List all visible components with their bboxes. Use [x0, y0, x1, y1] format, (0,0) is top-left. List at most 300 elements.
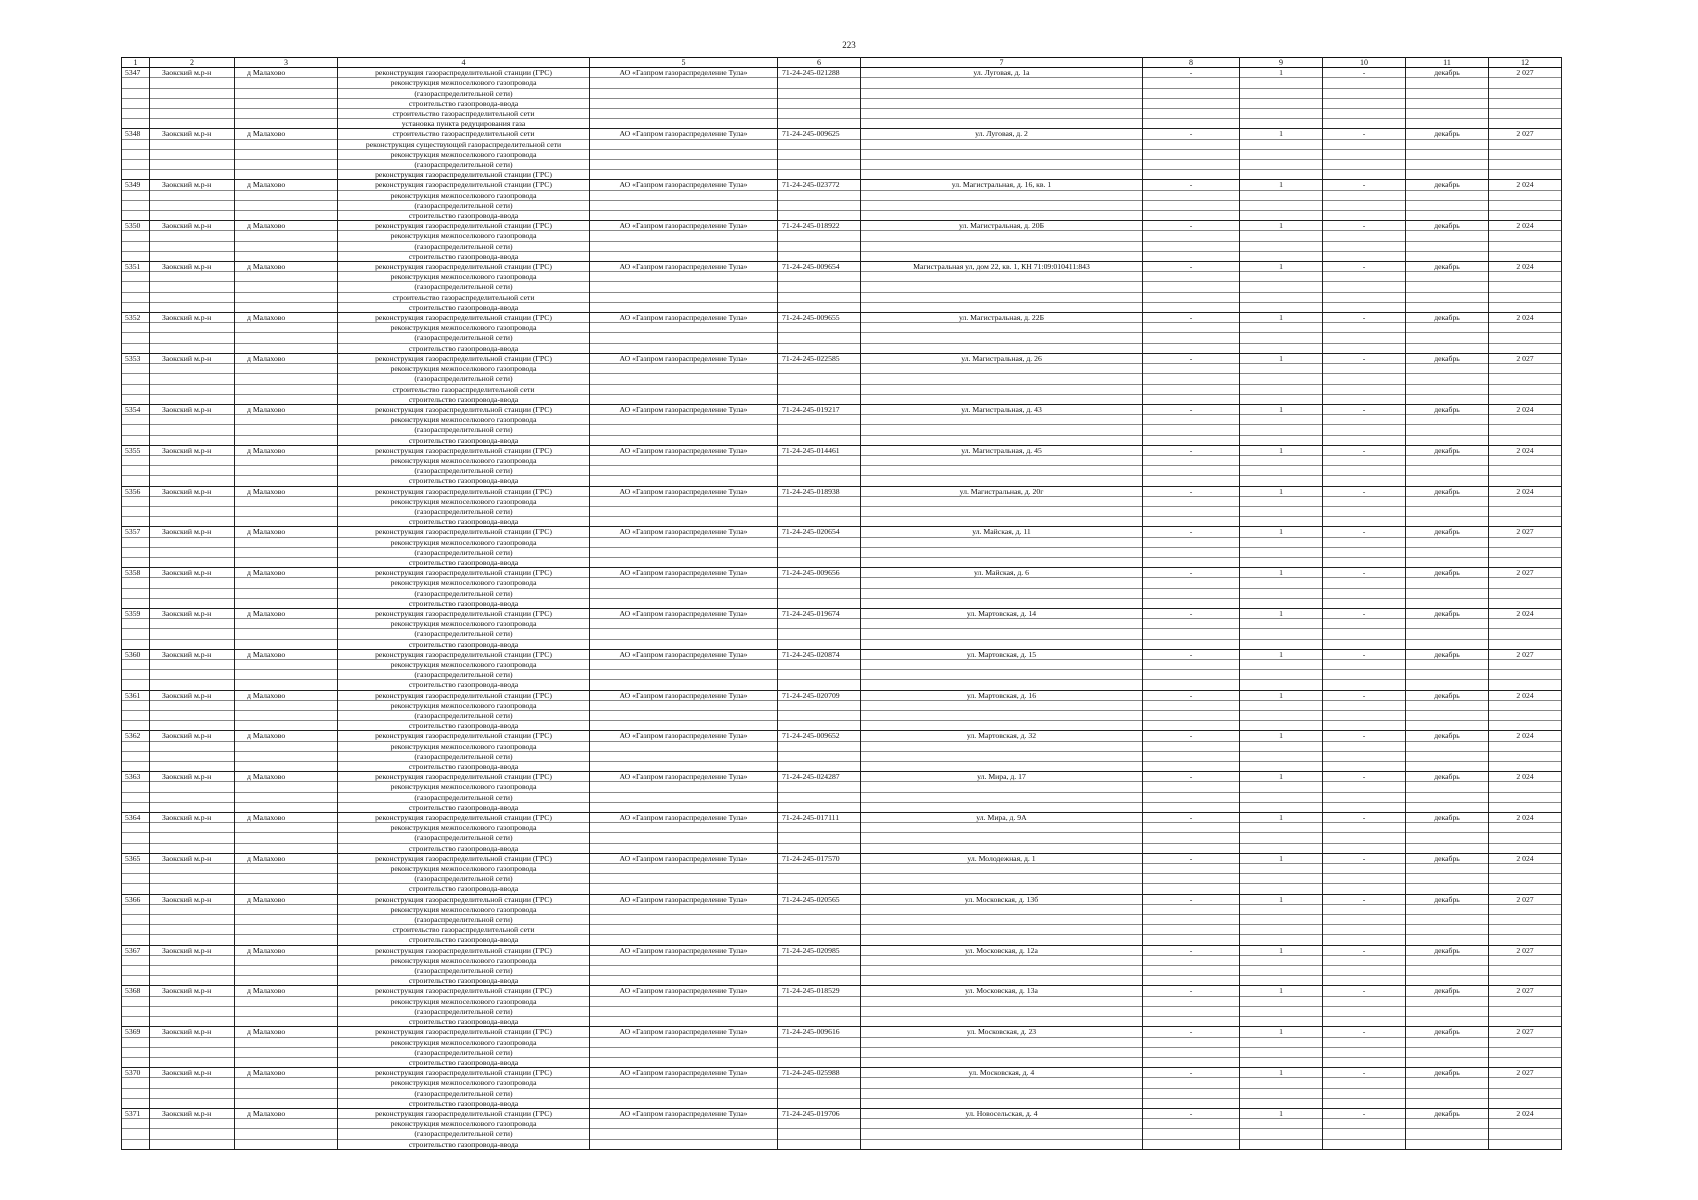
empty-cell: [1240, 251, 1323, 261]
empty-cell: [1323, 78, 1406, 88]
table-row-continuation: [122, 1047, 1562, 1057]
work-type: строительство газораспределительной сети: [338, 925, 590, 935]
completion-month: декабрь: [1406, 262, 1489, 272]
empty-cell: [590, 282, 778, 292]
empty-cell: [150, 639, 235, 649]
empty-cell: [1240, 1139, 1323, 1149]
empty-cell: [122, 1139, 150, 1149]
table-row-continuation: [122, 741, 1562, 751]
empty-cell: [150, 302, 235, 312]
empty-cell: [1323, 598, 1406, 608]
settlement-name: д Малахово: [235, 180, 338, 190]
empty-cell: [1323, 721, 1406, 731]
object-code: 71-24-245-018529: [778, 986, 861, 996]
empty-cell: [590, 517, 778, 527]
empty-cell: [1489, 88, 1562, 98]
object-code: 71-24-245-014461: [778, 445, 861, 455]
empty-cell: [1143, 700, 1240, 710]
table-row-continuation: [122, 578, 1562, 588]
district-name: Заокский м.р-н: [150, 221, 235, 231]
work-type: реконструкция газораспределительной станции (ГРС): [338, 813, 590, 823]
empty-cell: [122, 466, 150, 476]
empty-cell: [150, 1119, 235, 1129]
empty-cell: [1323, 864, 1406, 874]
district-name: Заокский м.р-н: [150, 853, 235, 863]
empty-cell: [1489, 149, 1562, 159]
empty-cell: [778, 537, 861, 547]
work-type: реконструкция межпоселкового газопровода: [338, 955, 590, 965]
empty-cell: [778, 966, 861, 976]
empty-cell: [122, 272, 150, 282]
empty-cell: [1143, 966, 1240, 976]
empty-cell: [122, 1129, 150, 1139]
empty-cell: [150, 78, 235, 88]
empty-cell: [1323, 1129, 1406, 1139]
work-type: реконструкция газораспределительной станции (ГРС): [338, 731, 590, 741]
empty-cell: [1323, 762, 1406, 772]
empty-cell: [150, 955, 235, 965]
empty-cell: [122, 139, 150, 149]
completion-month: декабрь: [1406, 404, 1489, 414]
work-type: (газораспределительной сети): [338, 1047, 590, 1057]
empty-cell: [235, 384, 338, 394]
empty-cell: [1406, 200, 1489, 210]
object-address: ул. Московская, д. 13а: [861, 986, 1143, 996]
object-code: 71-24-245-020874: [778, 649, 861, 659]
cell-col9: 1: [1240, 1068, 1323, 1078]
empty-cell: [235, 1017, 338, 1027]
completion-month: декабрь: [1406, 568, 1489, 578]
empty-cell: [1406, 537, 1489, 547]
table-row-continuation: [122, 517, 1562, 527]
object-code: 71-24-245-019706: [778, 1108, 861, 1118]
work-type: (газораспределительной сети): [338, 160, 590, 170]
table-row: [122, 129, 1562, 139]
empty-cell: [590, 884, 778, 894]
empty-cell: [1143, 323, 1240, 333]
empty-cell: [590, 1098, 778, 1108]
empty-cell: [590, 537, 778, 547]
empty-cell: [1143, 619, 1240, 629]
empty-cell: [1406, 170, 1489, 180]
empty-cell: [861, 578, 1143, 588]
empty-cell: [861, 976, 1143, 986]
empty-cell: [1489, 1006, 1562, 1016]
empty-cell: [861, 272, 1143, 282]
cell-col10: -: [1323, 353, 1406, 363]
empty-cell: [861, 415, 1143, 425]
empty-cell: [1406, 88, 1489, 98]
empty-cell: [778, 109, 861, 119]
cell-col8: -: [1143, 731, 1240, 741]
empty-cell: [1323, 292, 1406, 302]
column-header: 1: [122, 58, 150, 68]
empty-cell: [1323, 976, 1406, 986]
empty-cell: [861, 700, 1143, 710]
empty-cell: [861, 200, 1143, 210]
empty-cell: [861, 884, 1143, 894]
empty-cell: [150, 119, 235, 129]
empty-cell: [1323, 170, 1406, 180]
cell-col8: -: [1143, 262, 1240, 272]
empty-cell: [235, 160, 338, 170]
empty-cell: [590, 211, 778, 221]
empty-cell: [778, 833, 861, 843]
empty-cell: [235, 670, 338, 680]
empty-cell: [235, 843, 338, 853]
completion-year: 2 024: [1489, 221, 1562, 231]
empty-cell: [1406, 659, 1489, 669]
empty-cell: [1240, 1057, 1323, 1067]
empty-cell: [1489, 741, 1562, 751]
empty-cell: [1323, 1139, 1406, 1149]
organization-name: АО «Газпром газораспределение Тула»: [590, 772, 778, 782]
empty-cell: [590, 149, 778, 159]
work-type: реконструкция газораспределительной станции (ГРС): [338, 527, 590, 537]
empty-cell: [1143, 547, 1240, 557]
work-type: строительство газораспределительной сети: [338, 292, 590, 302]
empty-cell: [590, 1139, 778, 1149]
empty-cell: [1489, 282, 1562, 292]
work-type: реконструкция газораспределительной станции (ГРС): [338, 313, 590, 323]
empty-cell: [1240, 915, 1323, 925]
empty-cell: [1143, 394, 1240, 404]
work-type: (газораспределительной сети): [338, 711, 590, 721]
empty-cell: [1143, 1078, 1240, 1088]
empty-cell: [1489, 119, 1562, 129]
completion-year: 2 024: [1489, 313, 1562, 323]
empty-cell: [778, 639, 861, 649]
empty-cell: [861, 782, 1143, 792]
empty-cell: [1143, 925, 1240, 935]
empty-cell: [861, 802, 1143, 812]
empty-cell: [1406, 904, 1489, 914]
empty-cell: [1240, 904, 1323, 914]
table-row-continuation: [122, 302, 1562, 312]
empty-cell: [1323, 517, 1406, 527]
work-type: (газораспределительной сети): [338, 588, 590, 598]
empty-cell: [122, 751, 150, 761]
empty-cell: [235, 823, 338, 833]
cell-col10: -: [1323, 731, 1406, 741]
empty-cell: [1406, 435, 1489, 445]
empty-cell: [122, 557, 150, 567]
work-type: строительство газопровода-ввода: [338, 802, 590, 812]
empty-cell: [590, 231, 778, 241]
empty-cell: [150, 109, 235, 119]
empty-cell: [1240, 864, 1323, 874]
empty-cell: [1240, 88, 1323, 98]
empty-cell: [235, 1047, 338, 1057]
empty-cell: [235, 904, 338, 914]
empty-cell: [1323, 466, 1406, 476]
column-number-header: [122, 58, 1562, 68]
empty-cell: [1143, 588, 1240, 598]
empty-cell: [861, 374, 1143, 384]
district-name: Заокский м.р-н: [150, 894, 235, 904]
organization-name: АО «Газпром газораспределение Тула»: [590, 649, 778, 659]
completion-month: декабрь: [1406, 690, 1489, 700]
work-type: (газораспределительной сети): [338, 374, 590, 384]
empty-cell: [778, 996, 861, 1006]
empty-cell: [1240, 670, 1323, 680]
table-row: [122, 690, 1562, 700]
empty-cell: [1489, 251, 1562, 261]
table-row: [122, 813, 1562, 823]
empty-cell: [778, 741, 861, 751]
settlement-name: д Малахово: [235, 445, 338, 455]
object-code: 71-24-245-009652: [778, 731, 861, 741]
empty-cell: [590, 200, 778, 210]
work-type: реконструкция межпоселкового газопровода: [338, 537, 590, 547]
cell-col9: 1: [1240, 986, 1323, 996]
empty-cell: [1406, 598, 1489, 608]
work-type: реконструкция межпоселкового газопровода: [338, 700, 590, 710]
empty-cell: [150, 598, 235, 608]
work-type: реконструкция межпоселкового газопровода: [338, 1119, 590, 1129]
empty-cell: [590, 598, 778, 608]
empty-cell: [1489, 700, 1562, 710]
empty-cell: [235, 1006, 338, 1016]
empty-cell: [1406, 670, 1489, 680]
empty-cell: [150, 282, 235, 292]
empty-cell: [150, 578, 235, 588]
organization-name: АО «Газпром газораспределение Тула»: [590, 1068, 778, 1078]
work-type: реконструкция межпоселкового газопровода: [338, 904, 590, 914]
empty-cell: [861, 547, 1143, 557]
empty-cell: [861, 629, 1143, 639]
table-row: [122, 853, 1562, 863]
empty-cell: [1406, 78, 1489, 88]
empty-cell: [1240, 751, 1323, 761]
empty-cell: [1489, 292, 1562, 302]
table-row-continuation: [122, 241, 1562, 251]
empty-cell: [1489, 925, 1562, 935]
table-row-continuation: [122, 884, 1562, 894]
empty-cell: [235, 619, 338, 629]
empty-cell: [150, 966, 235, 976]
empty-cell: [235, 1088, 338, 1098]
completion-month: декабрь: [1406, 813, 1489, 823]
empty-cell: [1143, 1037, 1240, 1047]
empty-cell: [235, 874, 338, 884]
cell-col9: 1: [1240, 690, 1323, 700]
empty-cell: [590, 435, 778, 445]
work-type: реконструкция газораспределительной станции (ГРС): [338, 1027, 590, 1037]
work-type: реконструкция газораспределительной станции (ГРС): [338, 68, 590, 78]
empty-cell: [1323, 537, 1406, 547]
empty-cell: [1143, 659, 1240, 669]
empty-cell: [861, 496, 1143, 506]
empty-cell: [150, 1037, 235, 1047]
table-row-continuation: [122, 343, 1562, 353]
column-header: 11: [1406, 58, 1489, 68]
empty-cell: [1406, 374, 1489, 384]
object-code: 71-24-245-009625: [778, 129, 861, 139]
empty-cell: [1406, 333, 1489, 343]
empty-cell: [150, 517, 235, 527]
organization-name: АО «Газпром газораспределение Тула»: [590, 986, 778, 996]
empty-cell: [1323, 323, 1406, 333]
empty-cell: [1489, 823, 1562, 833]
work-type: строительство газопровода-ввода: [338, 1098, 590, 1108]
work-type: реконструкция межпоселкового газопровода: [338, 496, 590, 506]
empty-cell: [1406, 976, 1489, 986]
empty-cell: [235, 374, 338, 384]
work-type: строительство газопровода-ввода: [338, 302, 590, 312]
empty-cell: [1143, 98, 1240, 108]
empty-cell: [861, 741, 1143, 751]
empty-cell: [1323, 425, 1406, 435]
empty-cell: [861, 1098, 1143, 1108]
table-row-continuation: [122, 782, 1562, 792]
empty-cell: [1323, 659, 1406, 669]
empty-cell: [150, 455, 235, 465]
empty-cell: [1323, 700, 1406, 710]
empty-cell: [778, 1037, 861, 1047]
table-row: [122, 221, 1562, 231]
empty-cell: [1489, 537, 1562, 547]
empty-cell: [235, 864, 338, 874]
empty-cell: [235, 782, 338, 792]
empty-cell: [122, 455, 150, 465]
cell-col10: -: [1323, 568, 1406, 578]
completion-month: декабрь: [1406, 527, 1489, 537]
work-type: реконструкция межпоселкового газопровода: [338, 231, 590, 241]
empty-cell: [590, 700, 778, 710]
empty-cell: [235, 680, 338, 690]
work-type: реконструкция межпоселкового газопровода: [338, 782, 590, 792]
empty-cell: [1489, 170, 1562, 180]
empty-cell: [1240, 200, 1323, 210]
empty-cell: [1240, 1047, 1323, 1057]
empty-cell: [778, 292, 861, 302]
empty-cell: [1489, 466, 1562, 476]
empty-cell: [122, 874, 150, 884]
empty-cell: [590, 1057, 778, 1067]
empty-cell: [1240, 721, 1323, 731]
empty-cell: [1406, 517, 1489, 527]
empty-cell: [1406, 802, 1489, 812]
empty-cell: [1406, 925, 1489, 935]
empty-cell: [1323, 374, 1406, 384]
empty-cell: [122, 659, 150, 669]
empty-cell: [590, 272, 778, 282]
table-row-continuation: [122, 149, 1562, 159]
empty-cell: [1489, 425, 1562, 435]
empty-cell: [1406, 231, 1489, 241]
empty-cell: [1240, 425, 1323, 435]
empty-cell: [1323, 149, 1406, 159]
empty-cell: [1489, 1047, 1562, 1057]
cell-col10: -: [1323, 404, 1406, 414]
table-row-continuation: [122, 78, 1562, 88]
empty-cell: [1323, 874, 1406, 884]
empty-cell: [590, 384, 778, 394]
empty-cell: [1489, 751, 1562, 761]
empty-cell: [1489, 211, 1562, 221]
empty-cell: [1323, 1047, 1406, 1057]
empty-cell: [1489, 996, 1562, 1006]
table-row-continuation: [122, 323, 1562, 333]
completion-year: 2 027: [1489, 527, 1562, 537]
cell-col10: -: [1323, 1027, 1406, 1037]
empty-cell: [235, 721, 338, 731]
empty-cell: [1323, 190, 1406, 200]
empty-cell: [235, 476, 338, 486]
table-row-continuation: [122, 966, 1562, 976]
empty-cell: [1323, 792, 1406, 802]
empty-cell: [861, 680, 1143, 690]
empty-cell: [1489, 323, 1562, 333]
table-row-continuation: [122, 670, 1562, 680]
empty-cell: [861, 292, 1143, 302]
work-type: реконструкция газораспределительной станции (ГРС): [338, 772, 590, 782]
empty-cell: [590, 343, 778, 353]
empty-cell: [1143, 823, 1240, 833]
empty-cell: [1323, 557, 1406, 567]
empty-cell: [861, 557, 1143, 567]
record-number: 5368: [122, 986, 150, 996]
empty-cell: [122, 302, 150, 312]
empty-cell: [778, 211, 861, 221]
completion-year: 2 027: [1489, 68, 1562, 78]
organization-name: АО «Газпром газораспределение Тула»: [590, 894, 778, 904]
empty-cell: [778, 364, 861, 374]
settlement-name: д Малахово: [235, 945, 338, 955]
empty-cell: [590, 711, 778, 721]
table-row-continuation: [122, 1057, 1562, 1067]
object-code: 71-24-245-019217: [778, 404, 861, 414]
empty-cell: [590, 782, 778, 792]
empty-cell: [122, 670, 150, 680]
table-row: [122, 262, 1562, 272]
empty-cell: [778, 792, 861, 802]
empty-cell: [1240, 833, 1323, 843]
work-type: реконструкция межпоселкового газопровода: [338, 578, 590, 588]
cell-col9: 1: [1240, 527, 1323, 537]
empty-cell: [778, 506, 861, 516]
settlement-name: д Малахово: [235, 568, 338, 578]
empty-cell: [1406, 721, 1489, 731]
empty-cell: [1240, 323, 1323, 333]
empty-cell: [235, 976, 338, 986]
empty-cell: [235, 241, 338, 251]
empty-cell: [1143, 292, 1240, 302]
empty-cell: [1489, 190, 1562, 200]
empty-cell: [778, 149, 861, 159]
empty-cell: [1143, 231, 1240, 241]
settlement-name: д Малахово: [235, 262, 338, 272]
cell-col9: 1: [1240, 404, 1323, 414]
empty-cell: [590, 1037, 778, 1047]
object-address: ул. Московская, д. 13б: [861, 894, 1143, 904]
empty-cell: [235, 700, 338, 710]
empty-cell: [122, 619, 150, 629]
completion-year: 2 024: [1489, 731, 1562, 741]
table-row-continuation: [122, 588, 1562, 598]
empty-cell: [1143, 88, 1240, 98]
empty-cell: [1143, 874, 1240, 884]
record-number: 5362: [122, 731, 150, 741]
completion-month: декабрь: [1406, 772, 1489, 782]
empty-cell: [778, 98, 861, 108]
completion-month: декабрь: [1406, 486, 1489, 496]
empty-cell: [150, 139, 235, 149]
empty-cell: [778, 1119, 861, 1129]
empty-cell: [1323, 1017, 1406, 1027]
empty-cell: [1323, 333, 1406, 343]
